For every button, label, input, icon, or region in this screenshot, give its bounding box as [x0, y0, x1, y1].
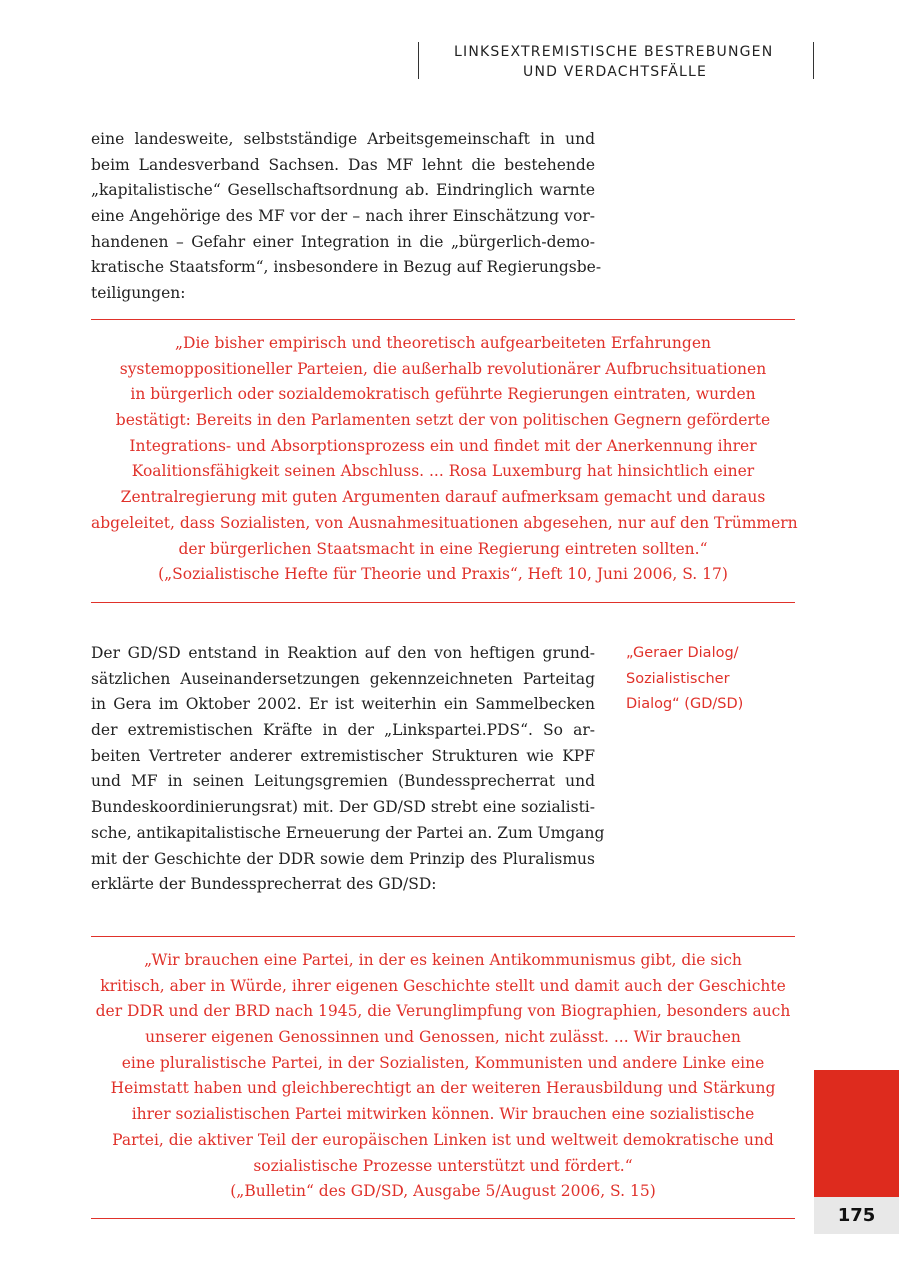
quote-line: eine pluralistische Partei, in der Sozialisten, Kommunisten und andere Linke eine: [121, 1053, 765, 1072]
text-line: mit der Geschichte der DDR sowie dem Prinzip des Pluralismus: [91, 849, 595, 868]
quote-line: Integrations- und Absorptionsprozess ein und findet mit der Anerkennung ihrer: [129, 436, 757, 455]
text-line: eine landesweite, selbstständige Arbeitsgemeinschaft in und: [91, 130, 595, 148]
paragraph-1: [91, 127, 602, 307]
quote-2-top-rule: [91, 936, 795, 937]
margin-note-line: „Geraer Dialog/: [626, 645, 739, 661]
quote-line: „Wir brauchen eine Partei, in der es keinen Antikommunismus gibt, die sich: [144, 951, 742, 969]
paragraph-2: [91, 641, 605, 898]
quote-line: „Die bisher empirisch und theoretisch aufgearbeiteten Erfahrungen: [175, 334, 711, 352]
quote-line: systemoppositioneller Parteien, die außerhalb revolutionärer Aufbruchsituationen: [119, 359, 767, 378]
quote-line: („Bulletin“ des GD/SD, Ausgabe 5/August 2006, S. 15): [230, 1182, 656, 1201]
quote-line: in bürgerlich oder sozialdemokratisch geführte Regierungen eintraten, wurden: [130, 385, 756, 404]
header-line-1: LINKSEXTREMISTISCHE BESTREBUNGEN: [454, 44, 774, 60]
quote-line: der DDR und der BRD nach 1945, die Verunglimpfung von Biographien, besonders auch: [95, 1002, 791, 1021]
header-divider-right: [813, 42, 814, 79]
text-line: sche, antikapitalistische Erneuerung der Partei an. Zum Umgang: [91, 823, 605, 842]
text-line: eine Angehörige des MF vor der – nach ihrer Einschätzung vor-: [91, 207, 595, 226]
quote-line: Koalitionsfähigkeit seinen Abschluss. ... Rosa Luxemburg hat hinsichtlich einer: [131, 462, 755, 481]
text-line: der extremistischen Kräfte in der „Linkspartei.PDS“. So ar-: [91, 721, 595, 740]
quote-line: Partei, die aktiver Teil der europäischen Linken ist und weltweit demokratische und: [112, 1130, 774, 1149]
margin-note-line: Dialog“ (GD/SD): [626, 696, 744, 713]
text-line: erklärte der Bundessprecherrat des GD/SD:: [91, 875, 437, 894]
quote-line: bestätigt: Bereits in den Parlamenten setzt der von politischen Gegnern geförderte: [115, 411, 771, 430]
quote-line: sozialistische Prozesse unterstützt und fördert.“: [253, 1156, 633, 1175]
text-line: handenen – Gefahr einer Integration in die „bürgerlich-demo-: [91, 232, 595, 251]
quote-line: der bürgerlichen Staatsmacht in eine Regierung eintreten sollten.“: [178, 539, 708, 558]
quote-1-top-rule: [91, 319, 795, 320]
chapter-tab: [814, 1070, 899, 1197]
quote-line: ihrer sozialistischen Partei mitwirken können. Wir brauchen eine sozialistische: [131, 1105, 755, 1124]
quote-line: kritisch, aber in Würde, ihrer eigenen Geschichte stellt und damit auch der Geschichte: [100, 976, 786, 995]
header-line-2: UND VERDACHTSFÄLLE: [523, 64, 708, 80]
quote-2: [91, 948, 795, 1205]
quote-line: abgeleitet, dass Sozialisten, von Ausnahmesituationen abgesehen, nur auf den Trümmern: [91, 513, 798, 532]
text-line: teiligungen:: [91, 284, 186, 303]
text-line: „kapitalistische“ Gesellschaftsordnung ab. Eindringlich warnte: [91, 181, 595, 200]
header-divider-left: [418, 42, 419, 79]
quote-line: Zentralregierung mit guten Argumenten darauf aufmerksam gemacht und daraus: [120, 488, 766, 507]
text-line: Der GD/SD entstand in Reaktion auf den von heftigen grund-: [91, 644, 595, 662]
margin-note-line: Sozialistischer: [626, 670, 730, 687]
text-line: kratische Staatsform“, insbesondere in Bezug auf Regierungsbe-: [91, 258, 602, 277]
running-header: [454, 42, 773, 82]
quote-line: Heimstatt haben und gleichberechtigt an der weiteren Herausbildung und Stärkung: [110, 1079, 776, 1098]
page-number: 175: [814, 1197, 899, 1234]
quote-1: [91, 331, 798, 588]
quote-1-bottom-rule: [91, 602, 795, 603]
text-line: Bundeskoordinierungsrat) mit. Der GD/SD strebt eine sozialisti-: [91, 798, 595, 817]
quote-line: unserer eigenen Genossinnen und Genossen, nicht zulässt. ... Wir brauchen: [145, 1028, 741, 1047]
text-line: beiten Vertreter anderer extremistischer Strukturen wie KPF: [91, 746, 595, 765]
text-line: und MF in seinen Leitungsgremien (Bundessprecherrat und: [91, 772, 595, 791]
quote-2-bottom-rule: [91, 1218, 795, 1219]
margin-note: [626, 641, 743, 718]
quote-line: („Sozialistische Hefte für Theorie und Praxis“, Heft 10, Juni 2006, S. 17): [158, 565, 728, 584]
text-line: beim Landesverband Sachsen. Das MF lehnt die bestehende: [91, 155, 595, 174]
text-line: sätzlichen Auseinandersetzungen gekennzeichneten Parteitag: [91, 669, 595, 688]
text-line: in Gera im Oktober 2002. Er ist weiterhin ein Sammelbecken: [91, 695, 595, 714]
